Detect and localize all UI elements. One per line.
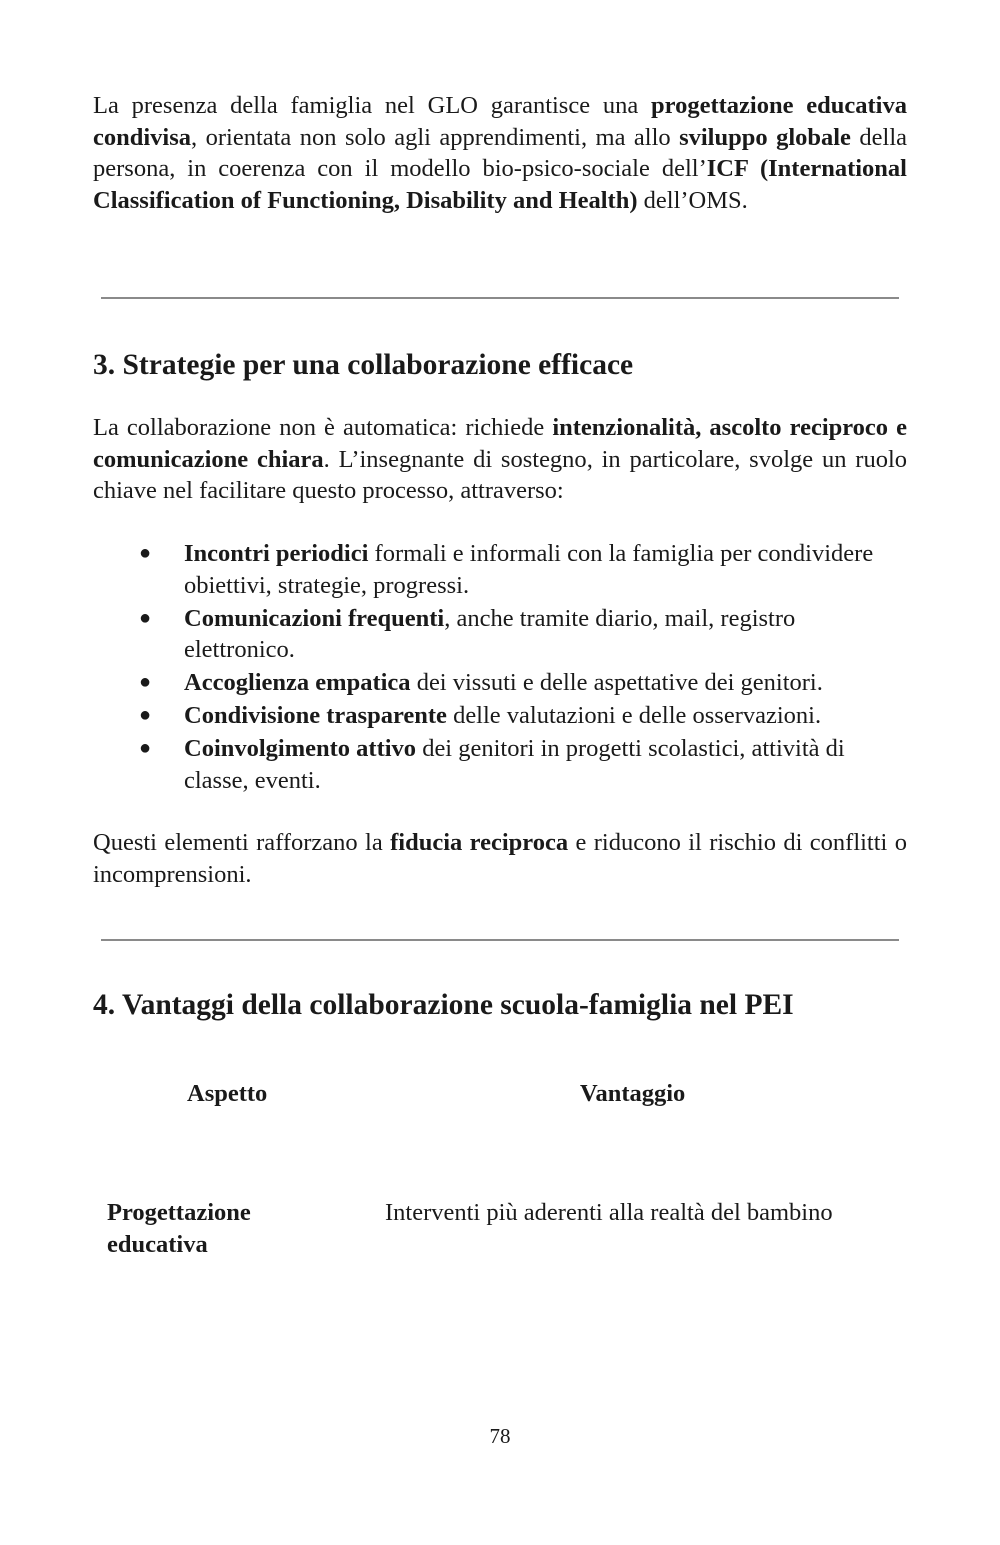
section-heading: 3. Strategie per una collaborazione efficace [93,349,634,381]
horizontal-divider [101,939,899,941]
list-item-text: delle valutazioni e delle osservazioni. [446,702,822,729]
paragraph-text: Questi elementi rafforzano la [93,829,391,856]
intro-bold: ICF (International Classification of Functioning, Disability and Health) [93,155,907,214]
bullet-dot: ● [139,542,152,564]
list-item-text: dei genitori in progetti scolastici, attività di classe, eventi. [184,735,845,794]
list-item-text: formali e informali con la famiglia per condividere obiettivi, strategie, progressi. [184,540,874,599]
paragraph-bold: intenzionalità, ascolto reciproco e comunicazione chiara [93,414,908,473]
intro-paragraph-container [93,90,907,216]
table-cell-advantage: Interventi più aderenti alla realtà del bambino [385,1199,833,1226]
section-paragraph-container [93,412,907,507]
list-item [93,538,907,601]
list-item [93,603,907,666]
table-cell-aspect: Progettazione educativa [107,1199,251,1258]
list-item [93,733,907,796]
conclusion-paragraph-container [93,827,907,890]
intro-text: dell’OMS. [637,186,748,214]
bullet-dot: ● [139,671,152,693]
strategy-list [93,538,907,798]
intro-bold: sviluppo globale [679,123,851,151]
list-item-bold: Incontri periodici [184,540,369,567]
page-number: 78 [489,1424,511,1448]
table-header-aspect: Aspetto [187,1080,268,1107]
list-item-bold: Coinvolgimento attivo [184,735,417,762]
intro-paragraph [93,90,907,216]
list-item-text: dei vissuti e delle aspettative dei genitori. [410,669,823,696]
section-heading: 4. Vantaggi della collaborazione scuola-famiglia nel PEI [93,989,794,1021]
list-item [93,700,907,732]
intro-text: della persona, in coerenza con il modello bio-psico-sociale dell’ [93,123,907,182]
list-item-bold: Comunicazioni frequenti [184,604,445,632]
intro-text: La presenza della famiglia nel GLO garantisce una [93,92,652,119]
paragraph-text: e riducono il rischio di conflitti o incomprensioni. [93,829,907,888]
table-header-advantage: Vantaggio [580,1080,686,1107]
list-item-bold: Condivisione trasparente [184,702,447,729]
list-item-text: , anche tramite diario, mail, registro elettronico. [184,604,796,663]
list-item-bold: Accoglienza empatica [184,669,411,696]
paragraph-text: . L’insegnante di sostegno, in particolare, svolge un ruolo chiave nel facilitare questo processo, attraverso: [93,445,907,504]
bullet-dot: ● [139,737,152,759]
conclusion-paragraph [93,827,907,890]
bullet-dot: ● [139,606,152,629]
intro-text: , orientata non solo agli apprendimenti, ma allo [191,123,680,151]
bullet-dot: ● [139,704,152,726]
section-paragraph [93,412,907,507]
horizontal-divider [101,297,899,299]
paragraph-bold: fiducia reciproca [390,829,569,856]
intro-bold: progettazione educativa condivisa [93,92,907,151]
list-item [93,667,907,699]
paragraph-text: La collaborazione non è automatica: richiede [93,414,553,441]
